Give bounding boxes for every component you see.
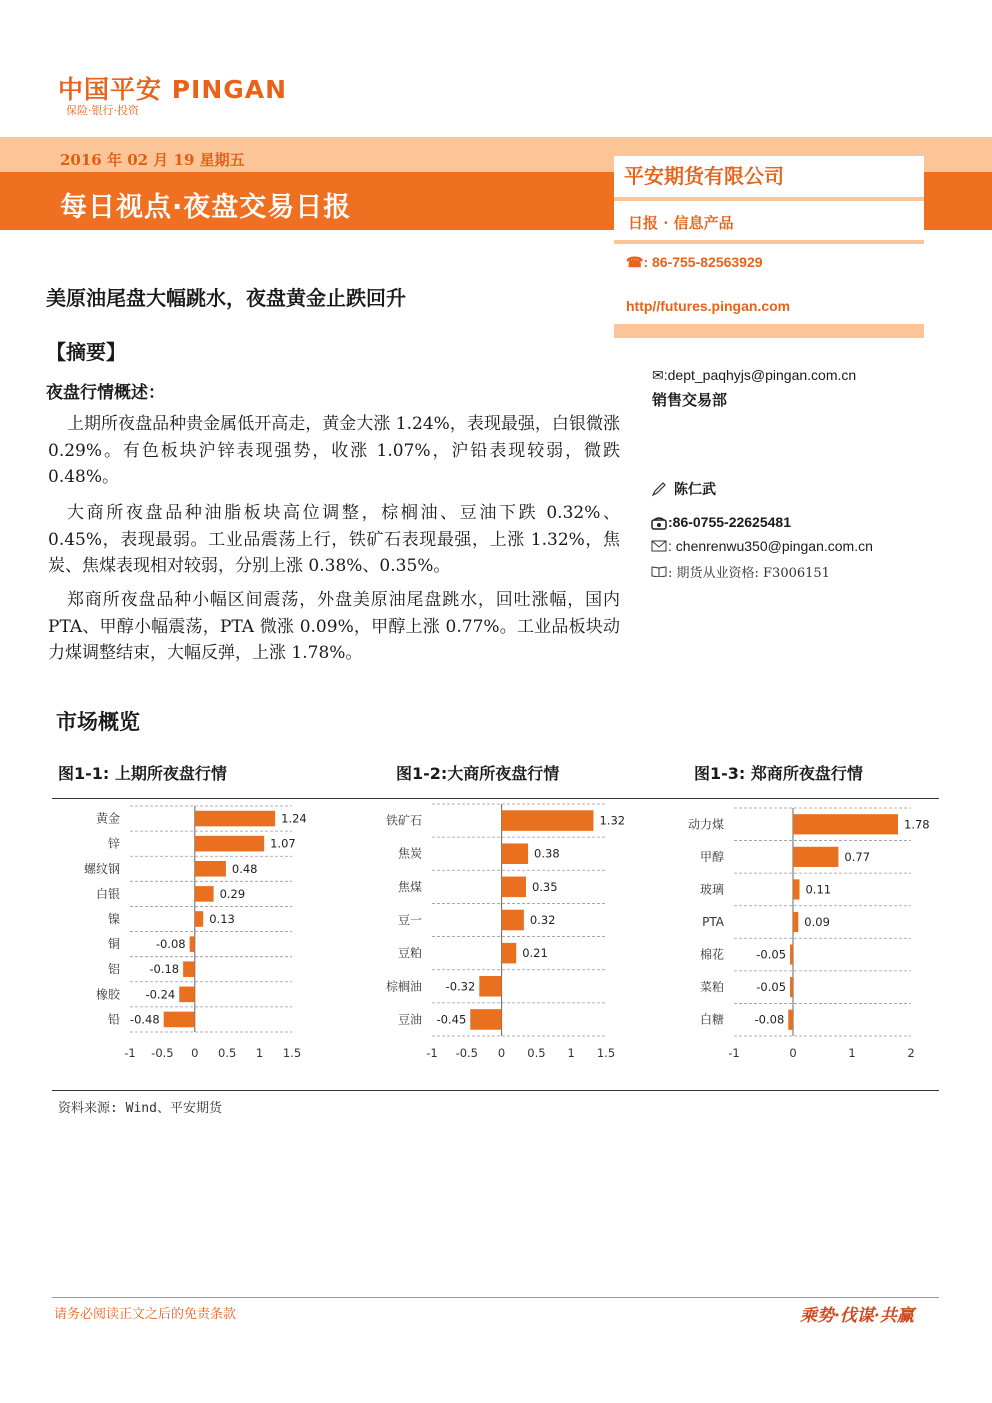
dept-name: 销售交易部 <box>652 391 728 409</box>
bar <box>790 944 793 964</box>
bar <box>793 847 838 867</box>
dept-email[interactable]: ✉:dept_paqhyjs@pingan.com.cn <box>652 367 857 383</box>
data-label: -0.45 <box>436 1012 467 1027</box>
category-label: 棕榈油 <box>385 979 422 994</box>
category-label: 黄金 <box>95 811 120 826</box>
data-label: -0.24 <box>145 987 176 1002</box>
report-date: 2016 年 02 月 19 星期五 <box>60 151 245 169</box>
bar <box>793 912 798 932</box>
chart-top-rule <box>52 798 939 799</box>
email-icon <box>651 540 667 552</box>
footer-slogan: 乘势·伐谋·共赢 <box>800 1306 914 1326</box>
category-label: 棉花 <box>699 947 724 962</box>
tick-label: 0.5 <box>527 1046 546 1060</box>
analyst-phone: :86-0755-22625481 <box>668 514 791 530</box>
bar <box>164 1012 195 1028</box>
phone-icon <box>651 516 667 530</box>
company-phone: ☎: 86-755-82563929 <box>626 254 763 270</box>
category-label: 白银 <box>95 886 120 901</box>
bar <box>502 843 528 864</box>
headline: 美原油尾盘大幅跳水，夜盘黄金止跌回升 <box>46 286 406 310</box>
bar <box>195 886 214 902</box>
category-label: 玻璃 <box>699 882 724 897</box>
category-label: 焦炭 <box>397 846 422 861</box>
analyst-name: 陈仁武 <box>674 482 716 498</box>
data-label: -0.05 <box>756 980 787 995</box>
data-label: 1.32 <box>599 813 626 828</box>
data-label: 1.24 <box>281 811 307 826</box>
bar <box>502 943 517 964</box>
disclaimer-link[interactable]: 请务必阅读正文之后的免责条款 <box>54 1307 237 1322</box>
tick-label: 1.5 <box>282 1046 302 1060</box>
data-label: 0.48 <box>231 861 258 876</box>
bar <box>502 910 524 931</box>
bar <box>195 836 264 852</box>
chart-title-dce: 图1-2:大商所夜盘行情 <box>396 764 560 783</box>
paragraph-czce: 郑商所夜盘品种小幅区间震荡，外盘美原油尾盘跳水，回吐涨幅，国内 PTA、甲醇小幅震荡，PTA 微涨 0.09%，甲醇上涨 0.77%。工业品板块动力煤调整结束，大幅反弹，上涨 1.78%。 <box>48 590 620 663</box>
category-label: 螺纹钢 <box>83 861 120 876</box>
data-label: 0.09 <box>804 915 830 929</box>
data-label: 0.29 <box>219 886 246 901</box>
overview-label: 夜盘行情概述： <box>46 383 165 403</box>
data-label: 0.21 <box>522 946 548 961</box>
category-label: 焦煤 <box>397 879 422 894</box>
company-website-link[interactable]: http//futures.pingan.com <box>626 298 791 314</box>
market-overview-title: 市场概览 <box>56 710 140 734</box>
data-label: -0.08 <box>754 1012 785 1027</box>
bar <box>788 1010 793 1030</box>
company-logo: 中国平安 PINGAN <box>58 75 288 104</box>
category-label: 橡胶 <box>95 987 120 1002</box>
bar <box>195 911 203 927</box>
footer-rule <box>52 1297 939 1298</box>
bar <box>195 811 275 827</box>
tick-label: 1 <box>255 1046 264 1060</box>
chart-shfe <box>60 800 320 1090</box>
company-name: 平安期货有限公司 <box>624 164 784 188</box>
tick-label: -1 <box>124 1046 136 1060</box>
tick-label: -0.5 <box>151 1046 174 1060</box>
bar <box>793 814 898 834</box>
bar <box>190 936 195 952</box>
abstract-label: 【摘要】 <box>46 340 126 364</box>
tick-label: -1 <box>426 1046 438 1060</box>
data-label: 1.07 <box>270 836 296 851</box>
bar <box>470 1009 501 1030</box>
data-label: -0.48 <box>129 1012 160 1027</box>
paragraph-dce: 大商所夜盘品种油脂板块高位调整，棕榈油、豆油下跌 0.32%、0.45%，表现最弱。工业品震荡上行，铁矿石表现最强，上涨 1.32%，焦炭、焦煤表现相对较弱，分别上涨 0.38%、0.35%。 <box>48 503 620 576</box>
analyst-license: : 期货从业资格: F3006151 <box>668 566 830 581</box>
company-report-type: 日报 · 信息产品 <box>628 214 734 232</box>
tick-label: 1 <box>567 1046 575 1060</box>
category-label: 动力煤 <box>687 817 724 832</box>
chart-dce <box>360 800 650 1090</box>
category-label: 豆油 <box>397 1012 422 1027</box>
bar <box>790 977 793 997</box>
category-label: 铜 <box>107 937 120 952</box>
data-label: 0.35 <box>531 879 558 894</box>
bar <box>479 976 501 997</box>
license-book-icon <box>651 565 667 577</box>
data-label: 0.32 <box>529 913 556 927</box>
data-label: 1.78 <box>904 817 930 832</box>
tick-label: 0.5 <box>218 1046 237 1060</box>
panel-divider <box>614 197 924 201</box>
chart-bottom-rule <box>52 1090 939 1091</box>
chart-title-shfe: 图1-1: 上期所夜盘行情 <box>58 764 227 783</box>
panel-divider <box>614 240 924 244</box>
tick-label: 0 <box>497 1046 506 1060</box>
category-label: 铁矿石 <box>385 813 422 828</box>
tick-label: 0 <box>789 1046 797 1060</box>
tick-label: -1 <box>728 1046 740 1060</box>
category-label: 白糖 <box>699 1012 724 1027</box>
tick-label: 2 <box>907 1046 915 1060</box>
chart-czce <box>660 800 940 1090</box>
tick-label: 1.5 <box>596 1046 616 1060</box>
chart-title-czce: 图1-3: 郑商所夜盘行情 <box>694 764 863 783</box>
panel-bottom-band <box>614 324 924 338</box>
bar <box>183 961 195 977</box>
tick-label: 1 <box>848 1046 856 1060</box>
data-label: 0.11 <box>805 882 832 897</box>
pen-icon <box>651 481 667 497</box>
category-label: 豆一 <box>397 913 422 927</box>
category-label: 镍 <box>107 912 120 926</box>
category-label: PTA <box>702 915 724 929</box>
tick-label: 0 <box>191 1046 199 1060</box>
logo-tagline: 保险·银行·投资 <box>66 104 139 117</box>
category-label: 豆粕 <box>397 946 422 961</box>
data-label: 0.38 <box>534 846 560 861</box>
data-label: 0.77 <box>844 849 871 864</box>
tick-label: -0.5 <box>455 1046 479 1060</box>
bar <box>195 861 226 877</box>
data-label: -0.18 <box>149 962 180 977</box>
report-title: 每日视点·夜盘交易日报 <box>60 192 352 223</box>
category-label: 菜粕 <box>699 980 724 995</box>
category-label: 甲醇 <box>699 849 724 864</box>
paragraph-shfe: 上期所夜盘品种贵金属低开高走，黄金大涨 1.24%，表现最强，白银微涨 0.29%。有色板块沪锌表现强势，收涨 1.07%，沪铅表现较弱，微跌 0.48%。 <box>48 414 620 487</box>
analyst-email[interactable]: : chenrenwu350@pingan.com.cn <box>668 538 873 554</box>
bar <box>793 879 799 899</box>
bar <box>502 877 526 898</box>
category-label: 锌 <box>107 836 120 851</box>
bar <box>179 987 195 1003</box>
category-label: 铝 <box>107 962 120 977</box>
data-source: 资料来源: Wind、平安期货 <box>58 1101 222 1116</box>
data-label: -0.32 <box>445 979 476 994</box>
data-label: -0.05 <box>756 947 787 962</box>
data-label: 0.13 <box>209 912 235 926</box>
bar <box>502 810 594 831</box>
category-label: 铅 <box>107 1012 120 1027</box>
data-label: -0.08 <box>155 937 186 952</box>
